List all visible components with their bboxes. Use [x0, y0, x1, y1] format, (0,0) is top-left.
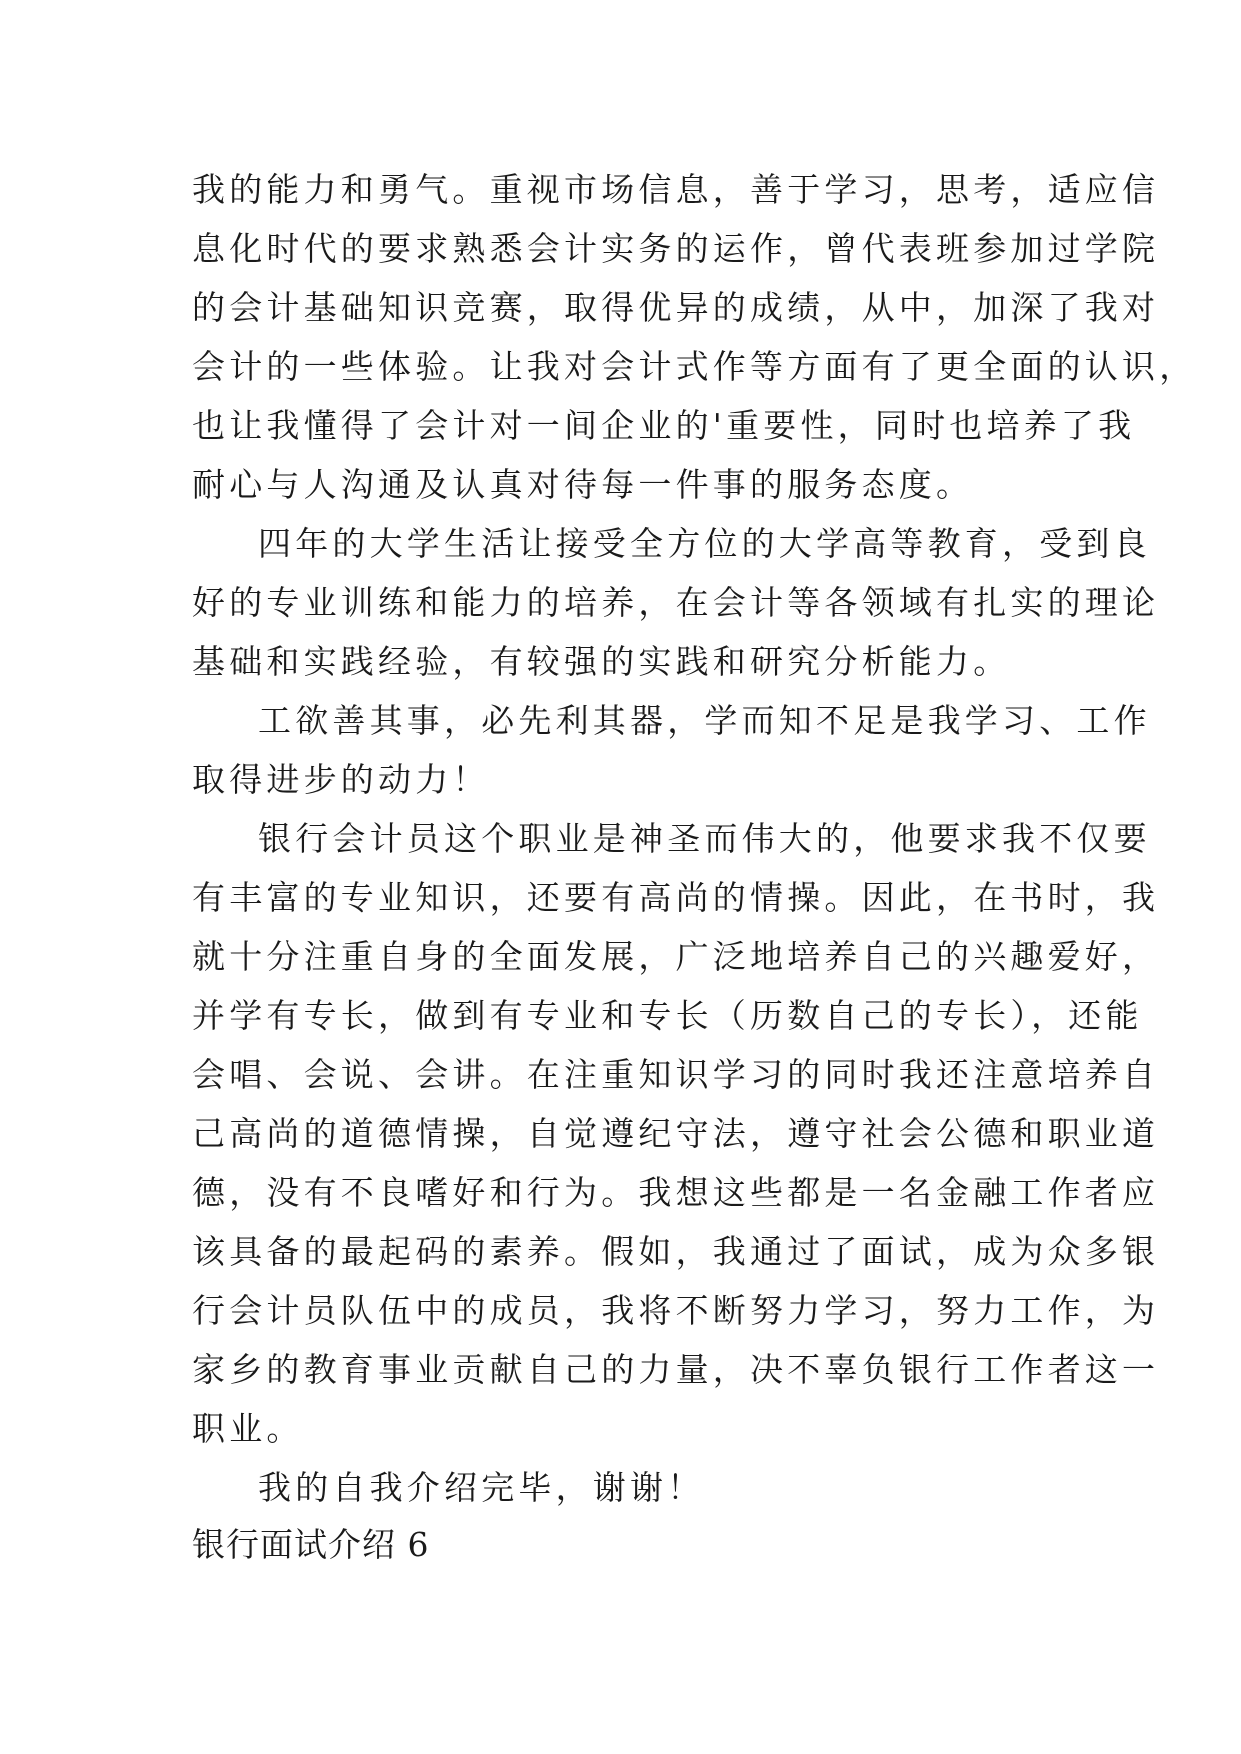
section-heading: 银行面试介绍 6 — [192, 1525, 430, 1564]
text-line: 会计的一些体验。让我对会计式作等方面有了更全面的认识， — [192, 347, 1197, 386]
text-line: 基础和实践经验，有较强的实践和研究分析能力。 — [192, 642, 1011, 681]
paragraph-start-line: 银行会计员这个职业是神圣而伟大的，他要求我不仅要 — [258, 819, 1151, 858]
text-line: 取得进步的动力！ — [192, 760, 490, 799]
text-line: 己高尚的道德情操，自觉遵纪守法，遵守社会公德和职业道 — [192, 1114, 1160, 1153]
text-line: 就十分注重自身的全面发展，广泛地培养自己的兴趣爱好， — [192, 937, 1160, 976]
paragraph-start-line: 工欲善其事，必先利其器，学而知不足是我学习、工作 — [258, 701, 1151, 740]
text-line: 家乡的教育事业贡献自己的力量，决不辜负银行工作者这一 — [192, 1350, 1160, 1389]
text-line: 该具备的最起码的素养。假如，我通过了面试，成为众多银 — [192, 1232, 1160, 1271]
paragraph-start-line: 我的自我介绍完毕，谢谢！ — [258, 1468, 705, 1507]
text-line: 耐心与人沟通及认真对待每一件事的服务态度。 — [192, 465, 974, 504]
text-line: 并学有专长，做到有专业和专长（历数自己的专长），还能 — [192, 996, 1143, 1035]
text-line: 德，没有不良嗜好和行为。我想这些都是一名金融工作者应 — [192, 1173, 1160, 1212]
paragraph-start-line: 四年的大学生活让接受全方位的大学高等教育，受到良 — [258, 524, 1151, 563]
text-line: 好的专业训练和能力的培养，在会计等各领域有扎实的理论 — [192, 583, 1160, 622]
text-line: 我的能力和勇气。重视市场信息，善于学习，思考，适应信 — [192, 170, 1160, 209]
text-line: 职业。 — [192, 1409, 304, 1448]
text-line: 息化时代的要求熟悉会计实务的运作，曾代表班参加过学院 — [192, 229, 1160, 268]
text-line: 有丰富的专业知识，还要有高尚的情操。因此，在书时，我 — [192, 878, 1160, 917]
text-line: 的会计基础知识竞赛，取得优异的成绩，从中，加深了我对 — [192, 288, 1160, 327]
text-line: 会唱、会说、会讲。在注重知识学习的同时我还注意培养自 — [192, 1055, 1160, 1094]
text-line: 行会计员队伍中的成员，我将不断努力学习，努力工作，为 — [192, 1291, 1160, 1330]
text-line: 也让我懂得了会计对一间企业的'重要性，同时也培养了我 — [192, 406, 1136, 445]
